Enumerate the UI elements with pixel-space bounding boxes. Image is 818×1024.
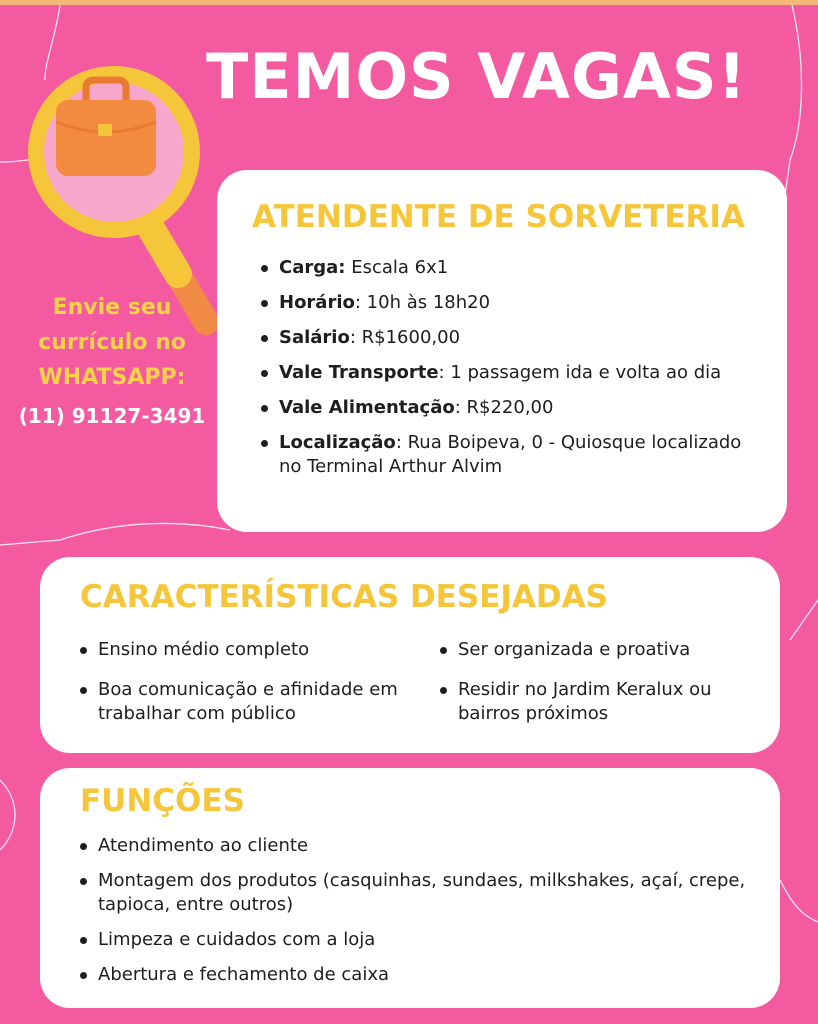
list-item: Ensino médio completo <box>78 638 418 662</box>
job-details-list <box>259 256 759 490</box>
job-detail-item: Vale Alimentação: R$220,00 <box>259 396 759 420</box>
cta-line-1: Envie seu <box>52 295 172 320</box>
job-detail-item: Vale Transporte: 1 passagem ida e volta ao dia <box>259 361 759 385</box>
job-detail-item: Salário: R$1600,00 <box>259 326 759 350</box>
characteristics-card <box>40 557 780 753</box>
list-item: Residir no Jardim Keralux ou bairros próximos <box>438 678 768 726</box>
whatsapp-phone-number[interactable]: (11) 91127-3491 <box>18 404 206 428</box>
characteristics-list-left <box>78 638 418 742</box>
list-item: Ser organizada e proativa <box>438 638 768 662</box>
characteristics-list-right <box>438 638 768 742</box>
job-detail-item: Horário: 10h às 18h20 <box>259 291 759 315</box>
functions-title: FUNÇÕES <box>80 783 245 819</box>
cta-block <box>0 290 224 395</box>
list-item: Atendimento ao cliente <box>78 834 758 858</box>
characteristics-title: CARACTERÍSTICAS DESEJADAS <box>80 579 608 615</box>
job-title: ATENDENTE DE SORVETERIA <box>252 199 745 235</box>
headline: TEMOS VAGAS! <box>206 40 747 113</box>
list-item: Boa comunicação e afinidade em trabalhar com público <box>78 678 418 726</box>
job-detail-item: Carga: Escala 6x1 <box>259 256 759 280</box>
cta-line-3: WHATSAPP: <box>38 365 186 390</box>
functions-card <box>40 768 780 1008</box>
job-detail-item: Localização: Rua Boipeva, 0 - Quiosque localizado no Terminal Arthur Alvim <box>259 431 759 479</box>
list-item: Montagem dos produtos (casquinhas, sundaes, milkshakes, açaí, crepe, tapioca, entre outros) <box>78 869 758 917</box>
cta-line-2: currículo no <box>38 330 186 355</box>
job-card <box>217 170 787 532</box>
list-item: Limpeza e cuidados com a loja <box>78 928 758 952</box>
functions-list <box>78 834 758 998</box>
list-item: Abertura e fechamento de caixa <box>78 963 758 987</box>
